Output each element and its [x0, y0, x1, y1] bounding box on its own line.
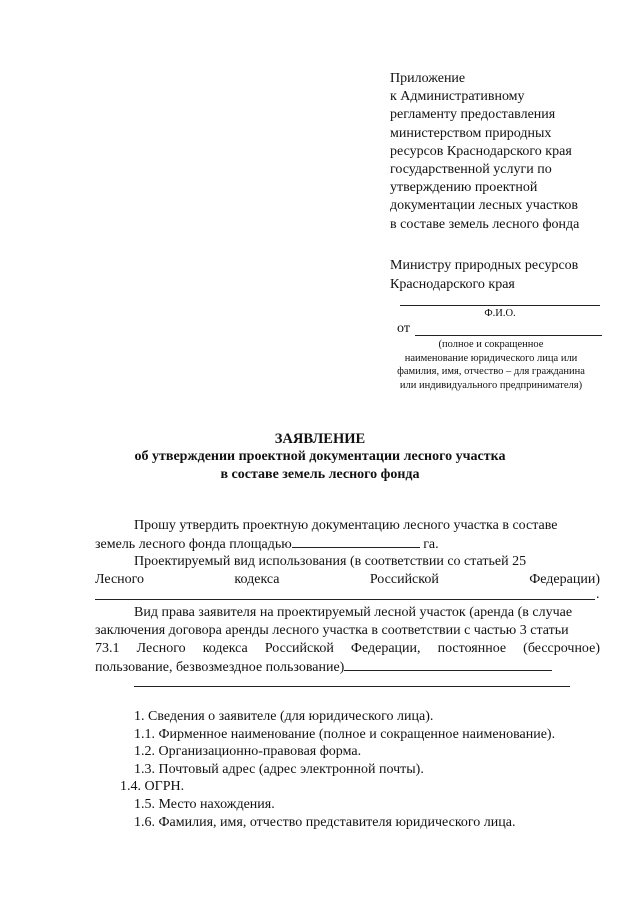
- list-item: 1.1. Фирменное наименование (полное и сокращенное наименование).: [134, 727, 556, 742]
- body-line: [95, 535, 439, 554]
- document-subtitle: об утверждении проектной документации лесного участка: [134, 449, 506, 464]
- list-item: 1. Сведения о заявителе (для юридического лица).: [134, 709, 434, 724]
- right-type-underline: [134, 686, 570, 687]
- appendix-block: [390, 70, 630, 234]
- appendix-line: в составе земель лесного фонда: [390, 216, 580, 232]
- body-line: Вид права заявителя на проектируемый лесной участок (аренда (в случае: [134, 605, 573, 620]
- body-line: [95, 658, 552, 677]
- body-line: Проектируемый вид использования (в соответствии со статьей 25: [134, 554, 527, 569]
- word: 73.1: [95, 641, 120, 656]
- usage-underline: [95, 599, 595, 600]
- word: Российской: [264, 641, 334, 656]
- right-type-blank: [344, 658, 552, 671]
- word: (бессрочное): [523, 641, 600, 656]
- list-item: 1.6. Фамилия, имя, отчество представителя юридического лица.: [134, 815, 516, 830]
- appendix-line: утверждению проектной: [390, 180, 538, 196]
- caption-line: наименование юридического лица или: [404, 352, 578, 364]
- area-label: земель лесного фонда площадью: [95, 537, 292, 552]
- body-line: [95, 571, 600, 589]
- document-title: ЗАЯВЛЕНИЕ: [274, 431, 366, 447]
- body-line: заключения договора аренды лесного участка в соответствии с частью 3 статьи: [95, 623, 569, 638]
- appendix-line: ресурсов Краснодарского края: [390, 143, 572, 159]
- appendix-line: Приложение: [390, 71, 466, 86]
- word: Российской: [369, 572, 439, 587]
- appendix-line: государственной услуги по: [390, 162, 552, 178]
- addressee-line: Краснодарского края: [390, 276, 515, 292]
- addressee-line: Министру природных ресурсов: [390, 258, 579, 273]
- appendix-line: документации лесных участков: [390, 198, 579, 214]
- appendix-line: регламенту предоставления: [390, 107, 556, 123]
- from-label: от: [397, 321, 410, 336]
- list-item: 1.2. Организационно-правовая форма.: [134, 744, 362, 759]
- fio-underline: [400, 305, 600, 306]
- word: Федерации,: [350, 641, 421, 656]
- body-line: Прошу утвердить проектную документацию лесного участка в составе: [134, 518, 558, 533]
- word: Лесного: [95, 572, 145, 587]
- usage-period: .: [596, 587, 600, 602]
- caption-line: фамилия, имя, отчество – для гражданина: [397, 366, 585, 377]
- appendix-line: министерством природных: [390, 125, 552, 141]
- caption-line: (полное и сокращенное: [438, 339, 544, 350]
- right-type-label: пользование, безвозмездное пользование): [95, 660, 345, 675]
- word: Лесного: [136, 641, 186, 656]
- applicant-caption: [370, 338, 612, 392]
- list-item: 1.4. ОГРН.: [120, 779, 185, 794]
- word: кодекса: [234, 572, 280, 587]
- addressee-block: [390, 257, 578, 294]
- list-item: 1.3. Почтовый адрес (адрес электронной почты).: [134, 762, 424, 777]
- word: Федерации): [529, 572, 600, 587]
- area-blank: [292, 535, 420, 548]
- document-subtitle: в составе земель лесного фонда: [220, 467, 420, 482]
- area-unit: га.: [423, 537, 439, 552]
- caption-line: или индивидуального предпринимателя): [399, 379, 583, 391]
- fio-caption: Ф.И.О.: [484, 308, 516, 319]
- body-line: [95, 640, 600, 658]
- from-underline: [415, 335, 602, 336]
- appendix-line: к Административному: [390, 89, 525, 105]
- word: постоянное: [437, 641, 507, 656]
- word: кодекса: [202, 641, 248, 656]
- list-item: 1.5. Место нахождения.: [134, 797, 275, 812]
